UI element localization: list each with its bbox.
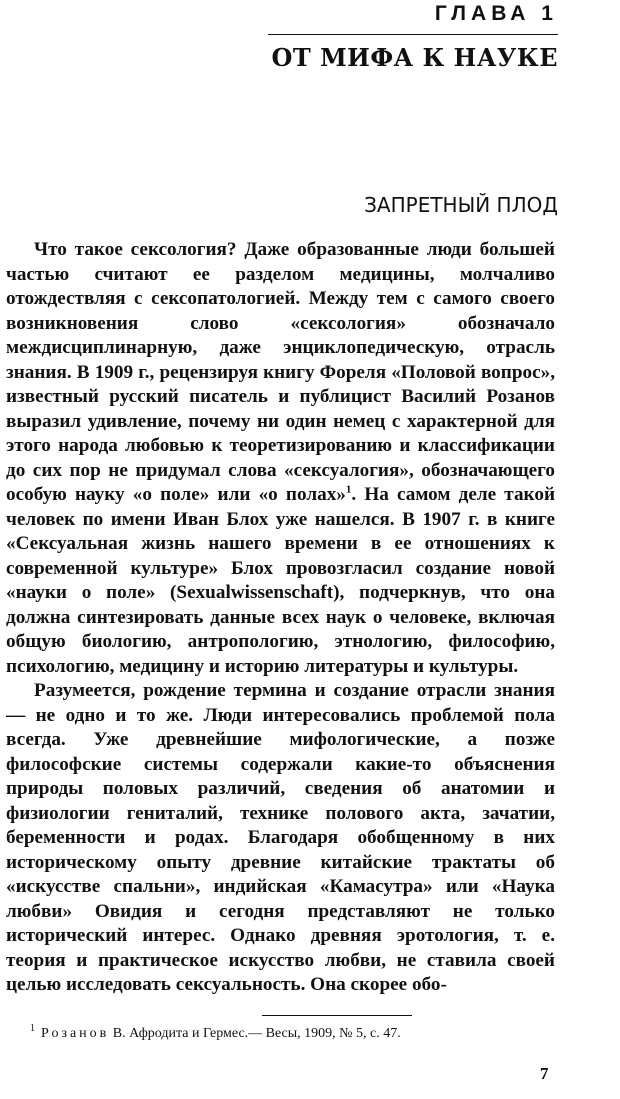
footnote-author: Розанов (41, 1026, 110, 1041)
paragraph-1-text-b: . На самом деле такой человек по имени Иван Блох уже нашелся. В 1907 г. в книге «Сексуальная жизнь нашего времени в ее отношениях к современной культуре» Блох провозгласил создание новой «науки о поле» (Sexualwissenschaft), подчеркнув, что она должна синтезировать данные всех наук о человеке, включая общую биологию, антропологию, этнологию, философию, психологию, медицину и историю литературы и культуры. (6, 484, 556, 677)
chapter-label: ГЛАВА 1 (434, 2, 558, 25)
section-title: ЗАПРЕТНЫЙ ПЛОД (364, 193, 558, 217)
chapter-title: ОТ МИФА К НАУКЕ (271, 43, 558, 72)
page-number: 7 (540, 1064, 549, 1083)
footnote-reference: 1 (345, 483, 352, 496)
footnote-text: В. Афродита и Гермес.— Весы, 1909, № 5, с. 47. (112, 1026, 401, 1041)
chapter-rule (268, 34, 558, 35)
body-text (6, 238, 555, 998)
footnote-rule (262, 1015, 412, 1016)
paragraph-1-text-a: Что такое сексология? Даже образованные люди большей частью считают ее разделом медицины, молчаливо отождествляя с сексопатологией. Между тем с самого своего возникновения слово «сексология» обозначало междисциплинарную, даже энциклопедическую, отрасль знания. В 1909 г., рецензируя книгу Фореля «Половой вопрос», известный русский писатель и публицист Василий Розанов выразил удивление, почему ни один немец с характерной для этого народа любовью к теоретизированию и классификации до сих пор не придумал слова «сексуалогия», обозначающего особую науку «о поле» или «о полах» (6, 239, 555, 505)
footnote (30, 1023, 401, 1042)
footnote-number: 1 (30, 1023, 35, 1035)
paragraph-2: Разумеется, рождение термина и создание отрасли знания — не одно и то же. Люди интересовались проблемой пола всегда. Уже древнейшие мифологические, а позже философские системы содержали какие-то объяснения природы половых различий, сведения об анатомии и физиологии гениталий, технике полового акта, зачатии, беременности и родах. Благодаря обобщенному в них историческому опыту древние китайские трактаты об «искусстве спальни», индийская «Камасутра» или «Наука любви» Овидия и сегодня представляют не только исторический интерес. Однако древняя эротология, т. е. теория и практическое искусство любви, не ставила своей целью исследовать сексуальность. Она скорее обо- (6, 680, 555, 995)
paragraph-1 (6, 238, 555, 679)
